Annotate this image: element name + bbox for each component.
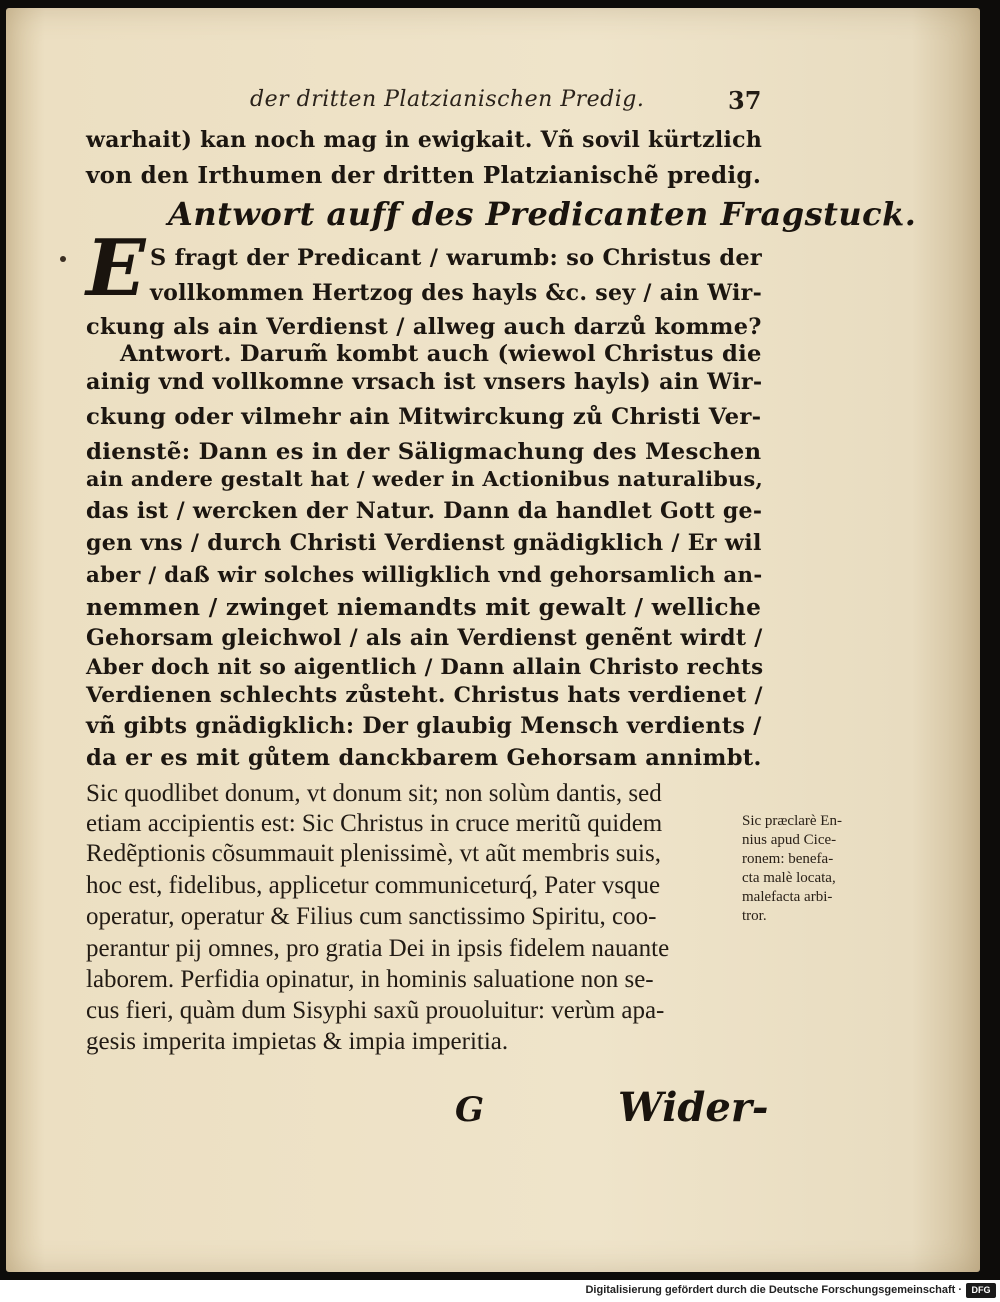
text-line: Aber doch nit so aigentlich / Dann allain Christo rechts (86, 655, 764, 680)
text-line: das ist / wercken der Natur. Dann da handlet Gott ge- (86, 498, 763, 524)
text-line: da er es mit gůtem danckbarem Gehorsam annimbt. (86, 745, 762, 771)
folio-number: 37 (728, 86, 762, 115)
latin-line: Redẽptionis cõsummauit plenissimè, vt aũt membris suis, (86, 840, 661, 867)
running-head: der dritten Platzianischen Predig. (250, 87, 645, 112)
latin-line: operatur, operatur & Filius cum sanctissimo Spiritu, coo- (86, 903, 657, 930)
margin-note-line: tror. (742, 908, 767, 924)
text-line: von den Irthumen der dritten Platzianischẽ predig. (86, 162, 762, 189)
footer-bar (0, 1280, 1000, 1302)
margin-note-line: cta malè locata, (742, 870, 836, 886)
drop-cap: E (86, 223, 146, 314)
dfg-logo: DFG (966, 1283, 996, 1298)
text-line: gen vns / durch Christi Verdienst gnädigklich / Er wil (86, 530, 762, 556)
text-line: vñ gibts gnädigklich: Der glaubig Mensch verdients / (86, 713, 762, 739)
text-line: vollkommen Hertzog des hayls &c. sey / ain Wir- (150, 280, 763, 306)
text-line: Verdienen schlechts zůsteht. Christus hats verdienet / (86, 683, 763, 708)
latin-line: hoc est, fidelibus, applicetur communiceturq́, Pater vsque (86, 872, 661, 899)
text-line: nemmen / zwinget niemandts mit gewalt / welliche (86, 594, 762, 621)
margin-note-line: ronem: benefa- (742, 851, 834, 867)
text-line: ain andere gestalt hat / weder in Actionibus naturalibus, (86, 466, 764, 491)
latin-line: gesis imperita impietas & impia imperitia. (86, 1028, 509, 1055)
text-line: warhait) kan noch mag in ewigkait. Vñ sovil kürtzlich (86, 127, 763, 153)
margin-note-line: malefacta arbi- (742, 889, 833, 905)
text-line: dienstẽ: Dann es in der Säligmachung des Meschen (86, 439, 762, 465)
margin-note-line: Sic præclarè En- (742, 813, 842, 829)
text-line: ckung als ain Verdienst / allweg auch darzů komme? (86, 314, 762, 340)
marginal-dot (60, 256, 66, 262)
text-line: Antwort. Darum̃ kombt auch (wiewol Christus die (120, 341, 762, 367)
text-line: ckung oder vilmehr ain Mitwirckung zů Christi Ver- (86, 404, 762, 430)
text-line: S fragt der Predicant / warumb: so Christus der (150, 245, 763, 271)
signature-mark: G (455, 1090, 485, 1130)
section-heading: Antwort auff des Predicanten Fragstuck. (168, 195, 917, 233)
latin-line: perantur pij omnes, pro gratia Dei in ipsis fidelem nauante (86, 935, 670, 962)
text-line: ainig vnd vollkomne vrsach ist vnsers hayls) ain Wir- (86, 369, 763, 395)
latin-line: etiam accipientis est: Sic Christus in cruce meritũ quidem (86, 810, 663, 837)
latin-line: cus fieri, quàm dum Sisyphi saxũ prouoluitur: verùm apa- (86, 997, 665, 1024)
footer-credit: Digitalisierung gefördert durch die Deutsche Forschungsgemeinschaft · (585, 1284, 962, 1296)
latin-line: Sic quodlibet donum, vt donum sit; non solùm dantis, sed (86, 780, 662, 807)
latin-line: laborem. Perfidia opinatur, in hominis saluatione non se- (86, 966, 654, 993)
margin-note-line: nius apud Cice- (742, 832, 837, 848)
text-line: Gehorsam gleichwol / als ain Verdienst genẽnt wirdt / (86, 625, 763, 651)
text-line: aber / daß wir solches willigklich vnd gehorsamlich an- (86, 563, 763, 588)
catchword: Wider- (618, 1084, 769, 1131)
